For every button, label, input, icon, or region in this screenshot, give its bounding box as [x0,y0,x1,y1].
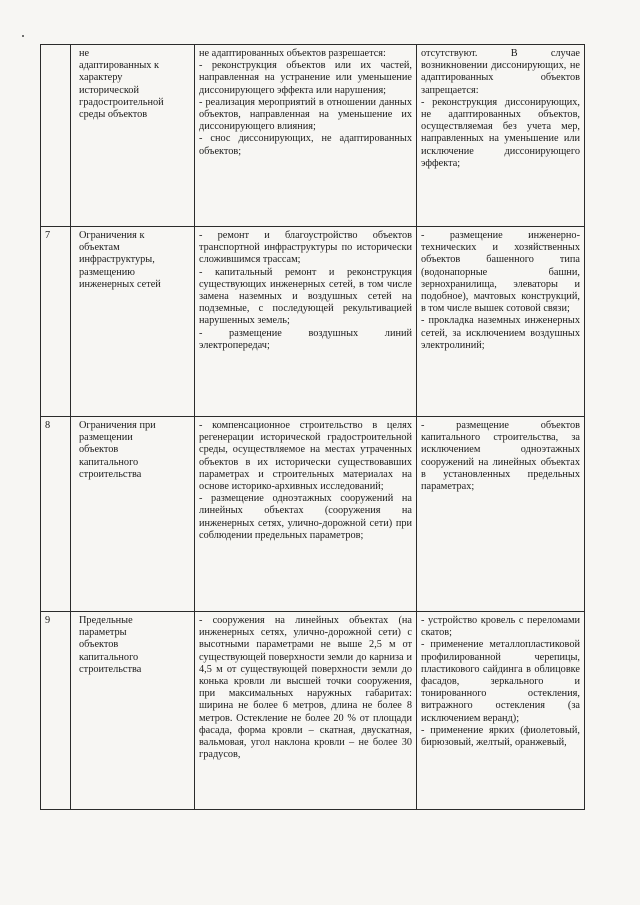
row-number: 9 [41,612,71,810]
allowed-cell: не адаптированных объектов разрешается: - реконструкция объектов или их частей, направленная на устранение или уменьшение диссонирующего эффекта или нарушения; - реализация мероприятий в отношении данных объектов, направленная на уменьшение их диссонирующего влияния; - снос диссонирующих, не адаптированных объектов; [195,45,417,227]
scan-speck [22,35,24,37]
restriction-name: Предельные параметры объектов капитального строительства [71,612,195,810]
restrictions-table [40,44,585,810]
allowed-cell: - сооружения на линейных объектах (на инженерных сетях, улично-дорожной сети) с высотными параметрами не выше 2,5 м от существующей поверхности земли до карниза и 4,5 м от существующей поверхности земли до конька кровли ли высшей точки сооружения, при максимальных наружных габаритах: ширина не более 6 метров, длина не более 8 метров. Остекление не более 20 % от площади фасада, форма кровли – скатная, двускатная, вальмовая, угол наклона кровли – не более 30 градусов, [195,612,417,810]
restriction-name: не адаптированных к характеру исторической градостроительной среды объектов [71,45,195,227]
row-number: 8 [41,417,71,612]
table-row [41,45,585,227]
row-number: 7 [41,227,71,417]
table-row [41,227,585,417]
table-row [41,417,585,612]
forbidden-cell: - размещение объектов капитального строительства, за исключением одноэтажных сооружений на линейных объектах в установленных предельных параметрах; [417,417,585,612]
restriction-name: Ограничения к объектам инфраструктуры, размещению инженерных сетей [71,227,195,417]
forbidden-cell: - размещение инженерно-технических и хозяйственных объектов башенного типа (водонапорные башни, зернохранилища, элеваторы и подобное), мачтовых конструкций, в том числе вышек сотовой связи; - прокладка наземных инженерных сетей, за исключением воздушных электролиний; [417,227,585,417]
table-row [41,612,585,810]
allowed-cell: - ремонт и благоустройство объектов транспортной инфраструктуры по исторически сложившимся трассам; - капитальный ремонт и реконструкция существующих инженерных сетей, в том числе замена наземных и воздушных сетей на подземные, с последующей рекультивацией нарушенных земель; - размещение воздушных линий электропередач; [195,227,417,417]
forbidden-cell: отсутствуют. В случае возникновении диссонирующих, не адаптированных объектов запрещается: - реконструкция диссонирующих, не адаптированных объектов, осуществляемая без учета мер, направленных на уменьшение или исключение диссонирующего эффекта; [417,45,585,227]
allowed-cell: - компенсационное строительство в целях регенерации исторической градостроительной среды, осуществляемое на местах утраченных объектов в их исторически существовавших параметрах и строительных материалах на основе историко-архивных исследований; - размещение одноэтажных сооружений на линейных объектах (сооружения на инженерных сетях, улично-дорожной сети) при соблюдении предельных параметров; [195,417,417,612]
forbidden-cell: - устройство кровель с переломами скатов; - применение металлопластиковой профилированной черепицы, пластикового сайдинга в облицовке фасадов, зеркального и тонированного остекления, витражного остекления (за исключением веранд); - применение ярких (фиолетовый, бирюзовый, желтый, оранжевый, [417,612,585,810]
restriction-name: Ограничения при размещении объектов капитального строительства [71,417,195,612]
row-number [41,45,71,227]
